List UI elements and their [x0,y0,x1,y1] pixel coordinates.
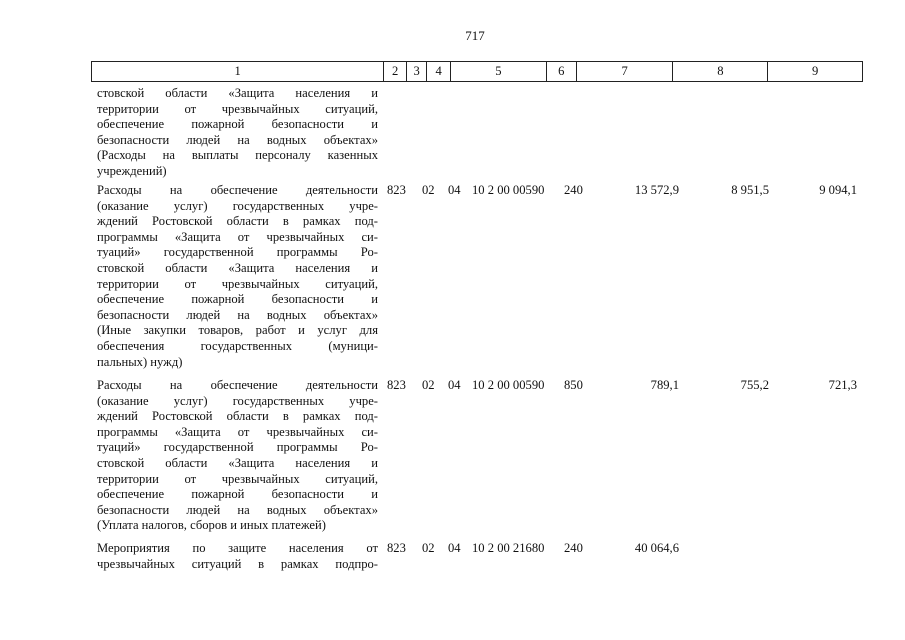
header-col-2: 2 [384,62,407,81]
header-col-3: 3 [407,62,427,81]
description-line: Расходы на обеспечение деятельности [97,378,378,392]
cell-section: 02 [422,378,435,392]
cell-amount-col-7: 40 064,6 [634,541,679,555]
cell-amount-col-9: 9 094,1 [819,183,857,197]
header-col-7: 7 [577,62,674,81]
description-line: учреждений) [97,163,167,178]
row-description [97,86,378,180]
cell-amount-col-7: 13 572,9 [634,183,679,197]
cell-expense-type: 240 [564,541,583,555]
cell-target-article: 10 2 00 21680 [472,541,545,555]
cell-target-article: 10 2 00 00590 [472,378,545,392]
description-line: территории от чрезвычайных ситуаций, [97,471,378,486]
header-col-1: 1 [92,62,384,81]
description-line: безопасности людей на водных объектах» [97,502,378,517]
header-col-6: 6 [547,62,577,81]
row-description [97,183,378,370]
description-line: ждений Ростовской области в рамках под- [97,214,378,229]
description-line: стовской области «Защита населения и [97,260,378,275]
header-col-5: 5 [451,62,547,81]
description-line: (Уплата налогов, сборов и иных платежей) [97,518,326,533]
description-line: обеспечение пожарной безопасности и [97,292,378,307]
description-line: стовской области «Защита населения и [97,86,378,100]
description-line: территории от чрезвычайных ситуаций, [97,101,378,116]
cell-section: 02 [422,183,435,197]
cell-subsection: 04 [448,541,461,555]
description-line: чрезвычайных ситуаций в рамках подпро- [97,556,378,571]
description-line: (Расходы на выплаты персоналу казенных [97,148,378,163]
description-line: обеспечение пожарной безопасности и [97,487,378,502]
description-line: территории от чрезвычайных ситуаций, [97,276,378,291]
table-row [0,378,905,541]
description-line: безопасности людей на водных объектах» [97,132,378,147]
description-line: программы «Защита от чрезвычайных си- [97,229,378,244]
cell-amount-col-7: 789,1 [650,378,679,392]
cell-amount-col-8: 755,2 [740,378,769,392]
table-row [0,82,905,183]
description-line: (оказание услуг) государственных учре- [97,393,378,408]
cell-ministry-code: 823 [387,183,406,197]
header-col-8: 8 [673,62,768,81]
row-description [97,378,378,534]
description-line: безопасности людей на водных объектах» [97,307,378,322]
description-line: пальных) нужд) [97,354,183,369]
cell-subsection: 04 [448,183,461,197]
cell-target-article: 10 2 00 00590 [472,183,545,197]
row-description [97,541,378,572]
table-body [0,82,905,581]
table-row [0,541,905,581]
cell-subsection: 04 [448,378,461,392]
cell-amount-col-9: 721,3 [828,378,857,392]
cell-ministry-code: 823 [387,541,406,555]
table-row [0,183,905,378]
header-col-9: 9 [811,64,819,78]
description-line: ждений Ростовской области в рамках под- [97,409,378,424]
description-line: Расходы на обеспечение деятельности [97,183,378,197]
description-line: (Иные закупки товаров, работ и услуг для [97,323,378,338]
cell-amount-col-8: 8 951,5 [731,183,769,197]
description-line: Мероприятия по защите населения от [97,541,378,555]
description-line: (оказание услуг) государственных учре- [97,198,378,213]
description-line: обеспечения государственных (муници- [97,338,378,353]
cell-expense-type: 850 [564,378,583,392]
table-header [91,61,863,82]
description-line: туаций» государственной программы Ро- [97,440,378,455]
cell-ministry-code: 823 [387,378,406,392]
description-line: туаций» государственной программы Ро- [97,245,378,260]
page-number: 717 [465,28,485,43]
header-col-4: 4 [427,62,451,81]
cell-section: 02 [422,541,435,555]
cell-expense-type: 240 [564,183,583,197]
description-line: обеспечение пожарной безопасности и [97,117,378,132]
description-line: программы «Защита от чрезвычайных си- [97,424,378,439]
description-line: стовской области «Защита населения и [97,455,378,470]
